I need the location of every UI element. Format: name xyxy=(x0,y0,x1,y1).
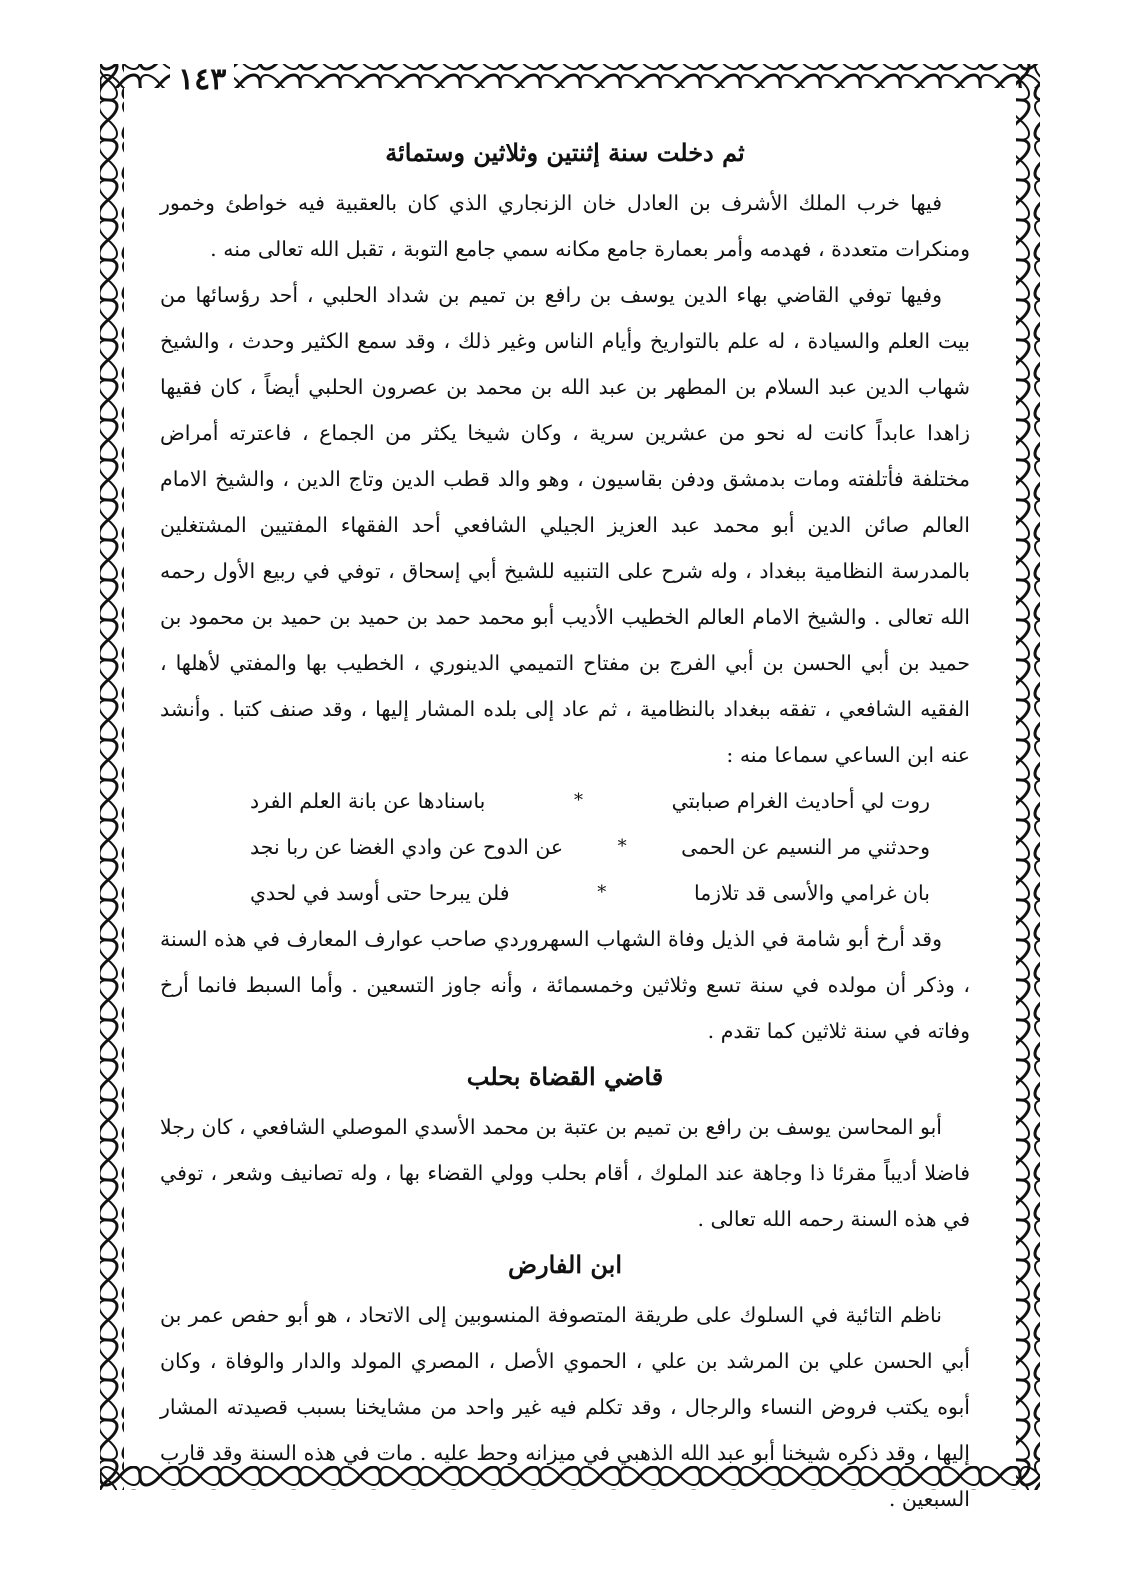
paragraph-2: وفيها توفي القاضي بهاء الدين يوسف بن رافع بن تميم بن شداد الحلبي ، أحد رؤسائها من بيت العلم والسيادة ، له علم بالتواريخ وأيام الناس وغير ذلك ، وقد سمع الكثير وحدث ، والشيخ شهاب الدين عبد السلام بن المطهر بن عبد الله بن محمد بن عصرون الحلبي أيضاً ، كان فقيها زاهدا عابداً كانت له نحو من عشرين سرية ، وكان شيخا يكثر من الجماع ، فاعترته أمراض مختلفة فأتلفته ومات بدمشق ودفن بقاسيون ، وهو والد قطب الدين وتاج الدين ، والشيخ الامام العالم صائن الدين أبو محمد عبد العزيز الجيلي الشافعي أحد الفقهاء المفتيين المشتغلين بالمدرسة النظامية ببغداد ، وله شرح على التنبيه للشيخ أبي إسحاق ، توفي في ربيع الأول رحمه الله تعالى . والشيخ الامام العالم الخطيب الأديب أبو محمد حمد بن حميد بن حميد بن محمود بن حميد بن أبي الحسن بن أبي الفرج بن مفتاح التميمي الدينوري ، الخطيب بها والمفتي لأهلها ، الفقيه الشافعي ، تفقه ببغداد بالنظامية ، ثم عاد إلى بلده المشار إليها ، وقد صنف كتبا . وأنشد عنه ابن الساعي سماعا منه : xyxy=(160,283,970,767)
section-heading-ibn-farid: ابن الفارض xyxy=(507,1250,622,1279)
section-heading-qadi: قاضي القضاة بحلب xyxy=(466,1062,664,1091)
border-right xyxy=(1016,64,1040,1490)
paragraph-3: وقد أرخ أبو شامة في الذيل وفاة الشهاب السهروردي صاحب عوارف المعارف في هذه السنة ، وذكر أن مولده في سنة تسع وثلاثين وخمسمائة ، وأنه جاوز التسعين . وأما السبط فانما أرخ وفاته في سنة ثلاثين كما تقدم . xyxy=(160,927,970,1043)
verse-hemistich-first: روت لي أحاديث الغرام صبابتي xyxy=(671,789,930,813)
verse-hemistich-second: عن الدوح عن وادي الغضا عن ربا نجد xyxy=(250,835,564,859)
verse-line xyxy=(250,870,930,916)
border-left xyxy=(100,64,124,1490)
border-top xyxy=(100,64,1040,88)
chapter-heading: ثم دخلت سنة إثنتين وثلاثين وستمائة xyxy=(385,138,745,167)
paragraph-4: أبو المحاسن يوسف بن رافع بن تميم بن عتبة بن محمد الأسدي الموصلي الشافعي ، كان رجلا فاضلا أديباً مقرئا ذا وجاهة عند الملوك ، أقام بحلب وولي القضاء بها ، وله تصانيف وشعر ، توفي في هذه السنة رحمه الله تعالى . xyxy=(160,1115,970,1231)
verse-separator: * xyxy=(597,882,607,903)
verse-line xyxy=(250,824,930,870)
verse-hemistich-second: باسنادها عن بانة العلم الفرد xyxy=(250,789,486,813)
verse-hemistich-first: بان غرامي والأسى قد تلازما xyxy=(693,881,930,905)
verse-hemistich-first: وحدثني مر النسيم عن الحمى xyxy=(681,835,930,859)
verse-line xyxy=(250,778,930,824)
paragraph-1: فيها خرب الملك الأشرف بن العادل خان الزنجاري الذي كان بالعقبية فيه خواطئ وخمور ومنكرات متعددة ، فهدمه وأمر بعمارة جامع مكانه سمي جامع التوبة ، تقبل الله تعالى منه . xyxy=(160,191,970,261)
poem xyxy=(250,778,930,916)
verse-separator: * xyxy=(573,790,583,811)
verse-separator: * xyxy=(617,836,627,857)
page-number: ١٤٣ xyxy=(170,62,234,97)
verse-hemistich-second: فلن يبرحا حتى أوسد في لحدي xyxy=(250,881,510,905)
paragraph-5: ناظم التائية في السلوك على طريقة المتصوفة المنسوبين إلى الاتحاد ، هو أبو حفص عمر بن أبي الحسن علي بن المرشد بن علي ، الحموي الأصل ، المصري المولد والدار والوفاة ، وكان أبوه يكتب فروض النساء والرجال ، وقد تكلم فيه غير واحد من مشايخنا بسبب قصيدته المشار إليها ، وقد ذكره شيخنا أبو عبد الله الذهبي في ميزانه وحط عليه . مات في هذه السنة وقد قارب السبعين . xyxy=(160,1303,970,1511)
page-content xyxy=(160,130,970,1511)
